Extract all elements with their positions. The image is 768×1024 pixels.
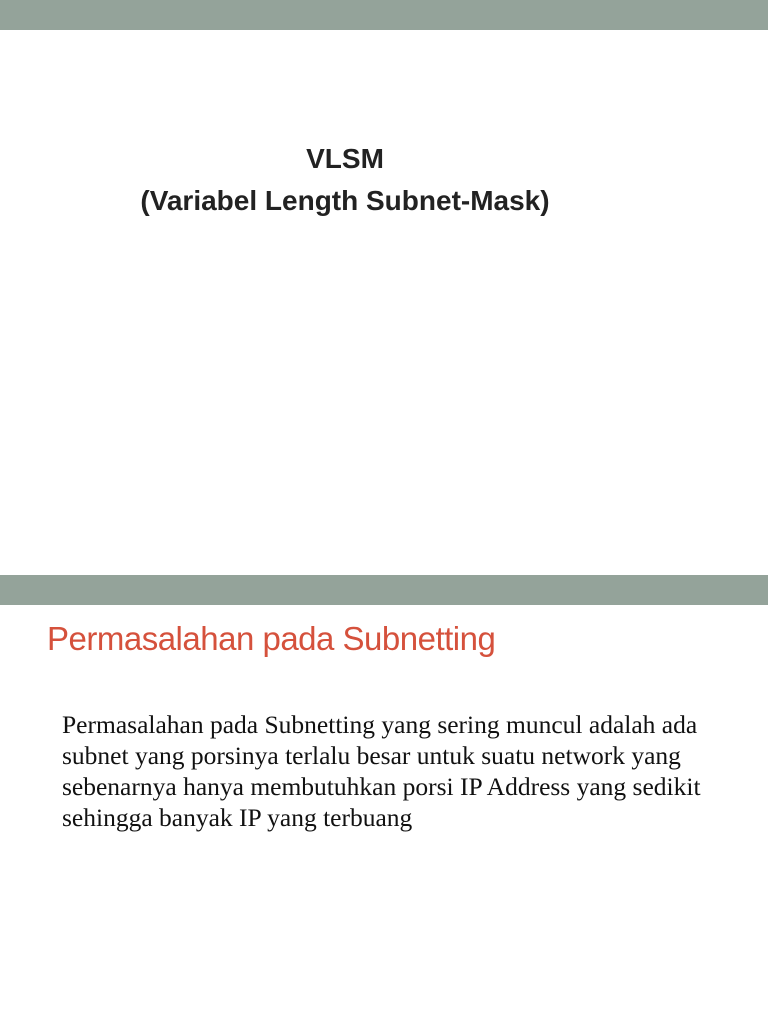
slide-1-title [60, 138, 630, 222]
title-line-2: (Variabel Length Subnet-Mask) [140, 185, 550, 216]
slide-1-accent-bar [0, 0, 768, 30]
slide-2-body-text: Permasalahan pada Subnetting yang sering muncul adalah ada subnet yang porsinya terlalu besar untuk suatu network yang sebenarnya hanya membutuhkan porsi IP Address yang sedikit sehingga banyak IP yang terbuang [62, 710, 701, 832]
slide-2-heading: Permasalahan pada Subnetting [47, 620, 496, 657]
title-line-1: VLSM [306, 143, 384, 174]
slide-2-accent-bar [0, 575, 768, 605]
slide-2 [0, 575, 768, 1024]
